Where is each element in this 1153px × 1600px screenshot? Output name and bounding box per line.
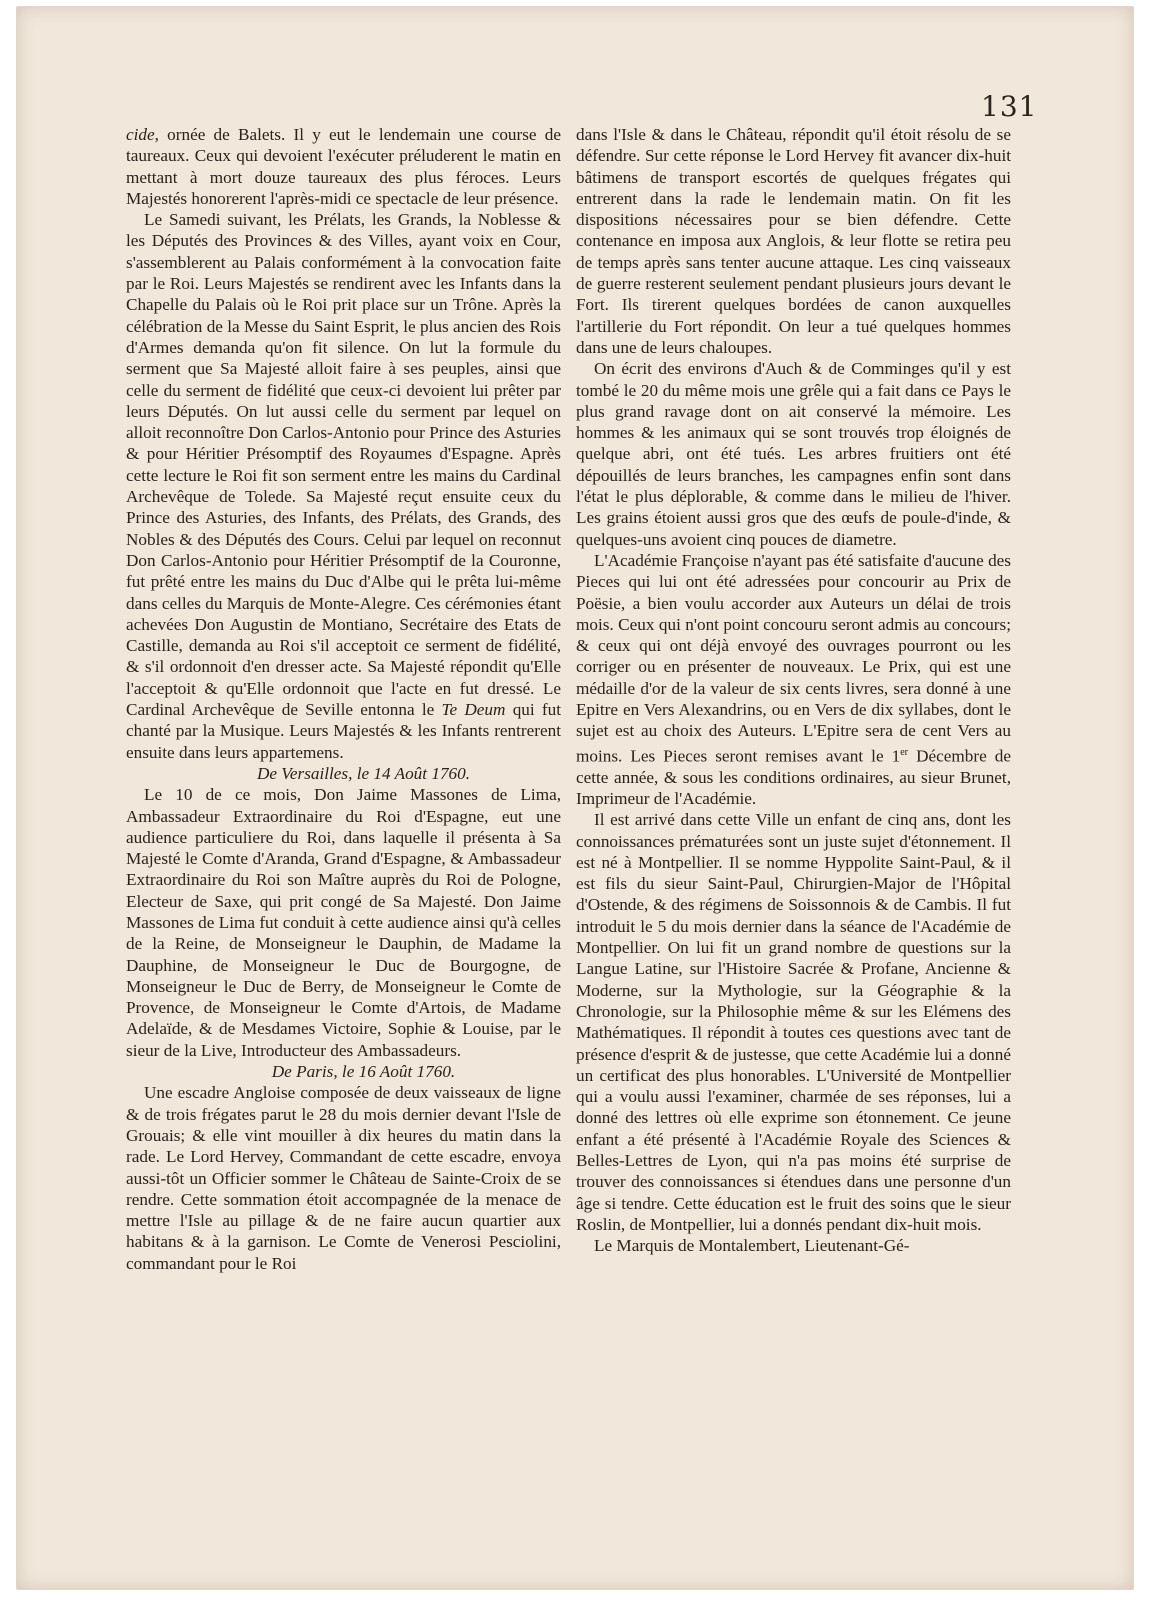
left-column: [126, 124, 561, 1274]
right-paragraph-3: [576, 550, 1011, 809]
te-deum-italic: Te Deum: [441, 700, 506, 720]
right-paragraph-1: dans l'Isle & dans le Château, répondit qu'il étoit résolu de se défendre. Sur cette réponse le Lord Hervey fit avancer dix-huit bâtimens de transport escortés de quelques frégates qui entrerent dans la rade le lendemain matin. On fit les dispositions nécessaires pour se bien défendre. Cette contenance en imposa aux Anglois, & leur flotte se retira peu de temps après sans tenter aucune attaque. Les cinq vaisseaux de guerre resterent seulement pendant plusieurs jours devant le Fort. Ils tirerent quelques bordées de canon auxquelles l'artillerie du Fort répondit. On leur a tué quelques hommes dans une de leurs chaloupes.: [576, 125, 1011, 357]
left-paragraph-1: [126, 124, 561, 209]
left-paragraph-2: [126, 209, 561, 763]
right-paragraph-4: Il est arrivé dans cette Ville un enfant de cinq ans, dont les connoissances prématurées sont un juste sujet d'étonnement. Il est né à Montpellier. Il se nomme Hyppolite Saint-Paul, & il est fils du sieur Saint-Paul, Chirurgien-Major de l'Hôpital d'Ostende, & des régimens de Soissonnois & de Cambis. Il fut introduit le 5 du mois dernier dans la séance de l'Académie de Montpellier. On lui fit un grand nombre de questions sur la Langue Latine, sur l'Histoire Sacrée & Profane, Ancienne & Moderne, sur la Mythologie, sur la Géographie & la Chronologie, sur la Philosophie même & sur les Elémens des Mathématiques. Il répondit à toutes ces questions avec tant de présence d'esprit & de justesse, que cette Académie lui a donné un certificat des plus honorables. L'Université de Montpellier qui a voulu aussi l'examiner, charmée de ses réponses, lui a donné des lettres où elle exprime son étonnement. Ce jeune enfant a été présenté à l'Académie Royale des Sciences & Belles-Lettres de Lyon, qui n'a pas moins été surprise de trouver des connoissances si étendues dans une personne d'un âge si tendre. Cette éducation est le fruit des soins que le sieur Roslin, de Montpellier, lui a donnés pendant dix-huit mois.: [576, 810, 1011, 1234]
dateline-paris: De Paris, le 16 Août 1760.: [271, 1062, 456, 1082]
ordinal-superscript: er: [900, 746, 909, 758]
right-paragraph-3-text-a: L'Académie Françoise n'ayant pas été satisfaite d'aucune des Pieces qui lui ont été adressées pour concourir au Prix de Poësie, a bien voulu accorder aux Auteurs un délai de trois mois. Ceux qui n'ont point concouru seront admis au concours; & ceux qui ont déjà envoyé des ouvrages pourront ou les corriger ou en présenter de nouveaux. Le Prix, qui est une médaille d'or de la valeur de six cents livres, sera donné à une Epitre en Vers Alexandrins, ou en Vers de dix syllabes, dont le sujet est au choix des Auteurs. L'Epitre sera de cent Vers au moins. Les Pieces seront remises avant le 1: [576, 550, 1011, 766]
dateline-versailles: De Versailles, le 14 Août 1760.: [256, 763, 471, 783]
right-paragraph-3-text-b: Décembre de cette année, & sous les conditions ordinaires, au sieur Brunet, Imprimeur de l'Académie.: [576, 746, 1011, 808]
left-paragraph-4: Une escadre Angloise composée de deux vaisseaux de ligne & de trois frégates parut le 28 du mois dernier devant l'Isle de Grouais; & elle vint mouiller à dix heures du matin dans la rade. Le Lord Hervey, Commandant de cette escadre, envoya aussi-tôt un Officier sommer le Château de Sainte-Croix de se rendre. Cette sommation étoit accompagnée de la menace de mettre l'Isle au pillage & de ne faire aucun quartier aux habitans & à la garnison. Le Comte de Venerosi Pesciolini, commandant pour le Roi: [126, 1083, 561, 1273]
left-paragraph-2-text-b: qui fut chanté par la Musique. Leurs Majestés & les Infants rentrerent ensuite dans leurs appartemens.: [126, 700, 561, 762]
left-paragraph-3: Le 10 de ce mois, Don Jaime Massones de Lima, Ambassadeur Extraordinaire du Roi d'Espagne, eut une audience particuliere du Roi, dans laquelle il présenta à Sa Majesté le Comte d'Aranda, Grand d'Espagne, & Ambassadeur Extraordinaire du Roi son Maître auprès du Roi de Pologne, Electeur de Saxe, qui prit congé de Sa Majesté. Don Jaime Massones de Lima fut conduit à cette audience ainsi qu'à celles de la Reine, de Monseigneur le Dauphin, de Madame la Dauphine, de Monseigneur le Duc de Bourgogne, de Monseigneur le Duc de Berry, de Monseigneur le Comte de Provence, de Monseigneur le Comte d'Artois, de Madame Adelaïde, & de Mesdames Victoire, Sophie & Louise, par le sieur de la Live, Introducteur des Ambassadeurs.: [126, 785, 561, 1060]
left-paragraph-2-text-a: Le Samedi suivant, les Prélats, les Grands, la Noblesse & les Députés des Provinces & des Villes, ayant voix en Cour, s'assemblerent au Palais conformément à la convocation faite par le Roi. Leurs Majestés se rendirent avec les Infants dans la Chapelle du Palais où le Roi prit place sur un Trône. Après la célébration de la Messe du Saint Esprit, le plus ancien des Rois d'Armes demanda qu'on fit silence. On lut la formule du serment que Sa Majesté alloit faire à ses peuples, ainsi que celle du serment de fidélité que ceux-ci devoient lui prêter par leurs Députés. On lut aussi celle du serment par lequel on alloit reconnoître Don Carlos-Antonio pour Prince des Asturies & pour Héritier Présomptif des Royaumes d'Espagne. Après cette lecture le Roi fit son serment entre les mains du Cardinal Archevêque de Tolede. Sa Majesté reçut ensuite ceux du Prince des Asturies, des Infants, des Prélats, des Grands, des Nobles & des Députés des Cours. Celui par lequel on reconnut Don Carlos-Antonio pour Héritier Présomptif de la Couronne, fut prêté entre les mains du Duc d'Albe qui le prêta lui-même dans celles du Marquis de Monte-Alegre. Ces cérémonies étant achevées Don Augustin de Montiano, Secrétaire des Etats de Castille, demanda au Roi s'il acceptoit ce serment de fidélité, & s'il ordonnoit d'en dresser acte. Sa Majesté répondit qu'Elle l'acceptoit & qu'Elle ordonnoit que l'acte en fut dressé. Le Cardinal Archevêque de Seville entonna le: [126, 210, 561, 720]
newspaper-page: [16, 6, 1134, 1590]
right-column: [576, 124, 1011, 1256]
page-number: 131: [981, 90, 1038, 123]
right-paragraph-2: On écrit des environs d'Auch & de Comminges qu'il y est tombé le 20 du même mois une grêle qui a fait dans ce Pays le plus grand ravage dont on ait conservé la mémoire. Les hommes & les animaux qui se sont trouvés trop éloignés de quelque abri, ont été tués. Les arbres fruitiers ont été dépouillés de leurs branches, les campagnes enfin sont dans l'état le plus déplorable, & comme dans le milieu de l'hiver. Les grains étoient aussi gros que des œufs de poule-d'inde, & quelques-uns avoient cinq pouces de diametre.: [576, 359, 1011, 549]
right-paragraph-5: Le Marquis de Montalembert, Lieutenant-Gé-: [594, 1236, 910, 1256]
left-paragraph-1-text: , ornée de Balets. Il y eut le lendemain une course de taureaux. Ceux qui devoient l'exécuter préluderent le matin en mettant à mort douze taureaux des plus féroces. Leurs Majestés honorerent l'après-midi ce spectacle de leur présence.: [126, 125, 561, 208]
left-paragraph-1-lead: cide: [126, 125, 155, 144]
